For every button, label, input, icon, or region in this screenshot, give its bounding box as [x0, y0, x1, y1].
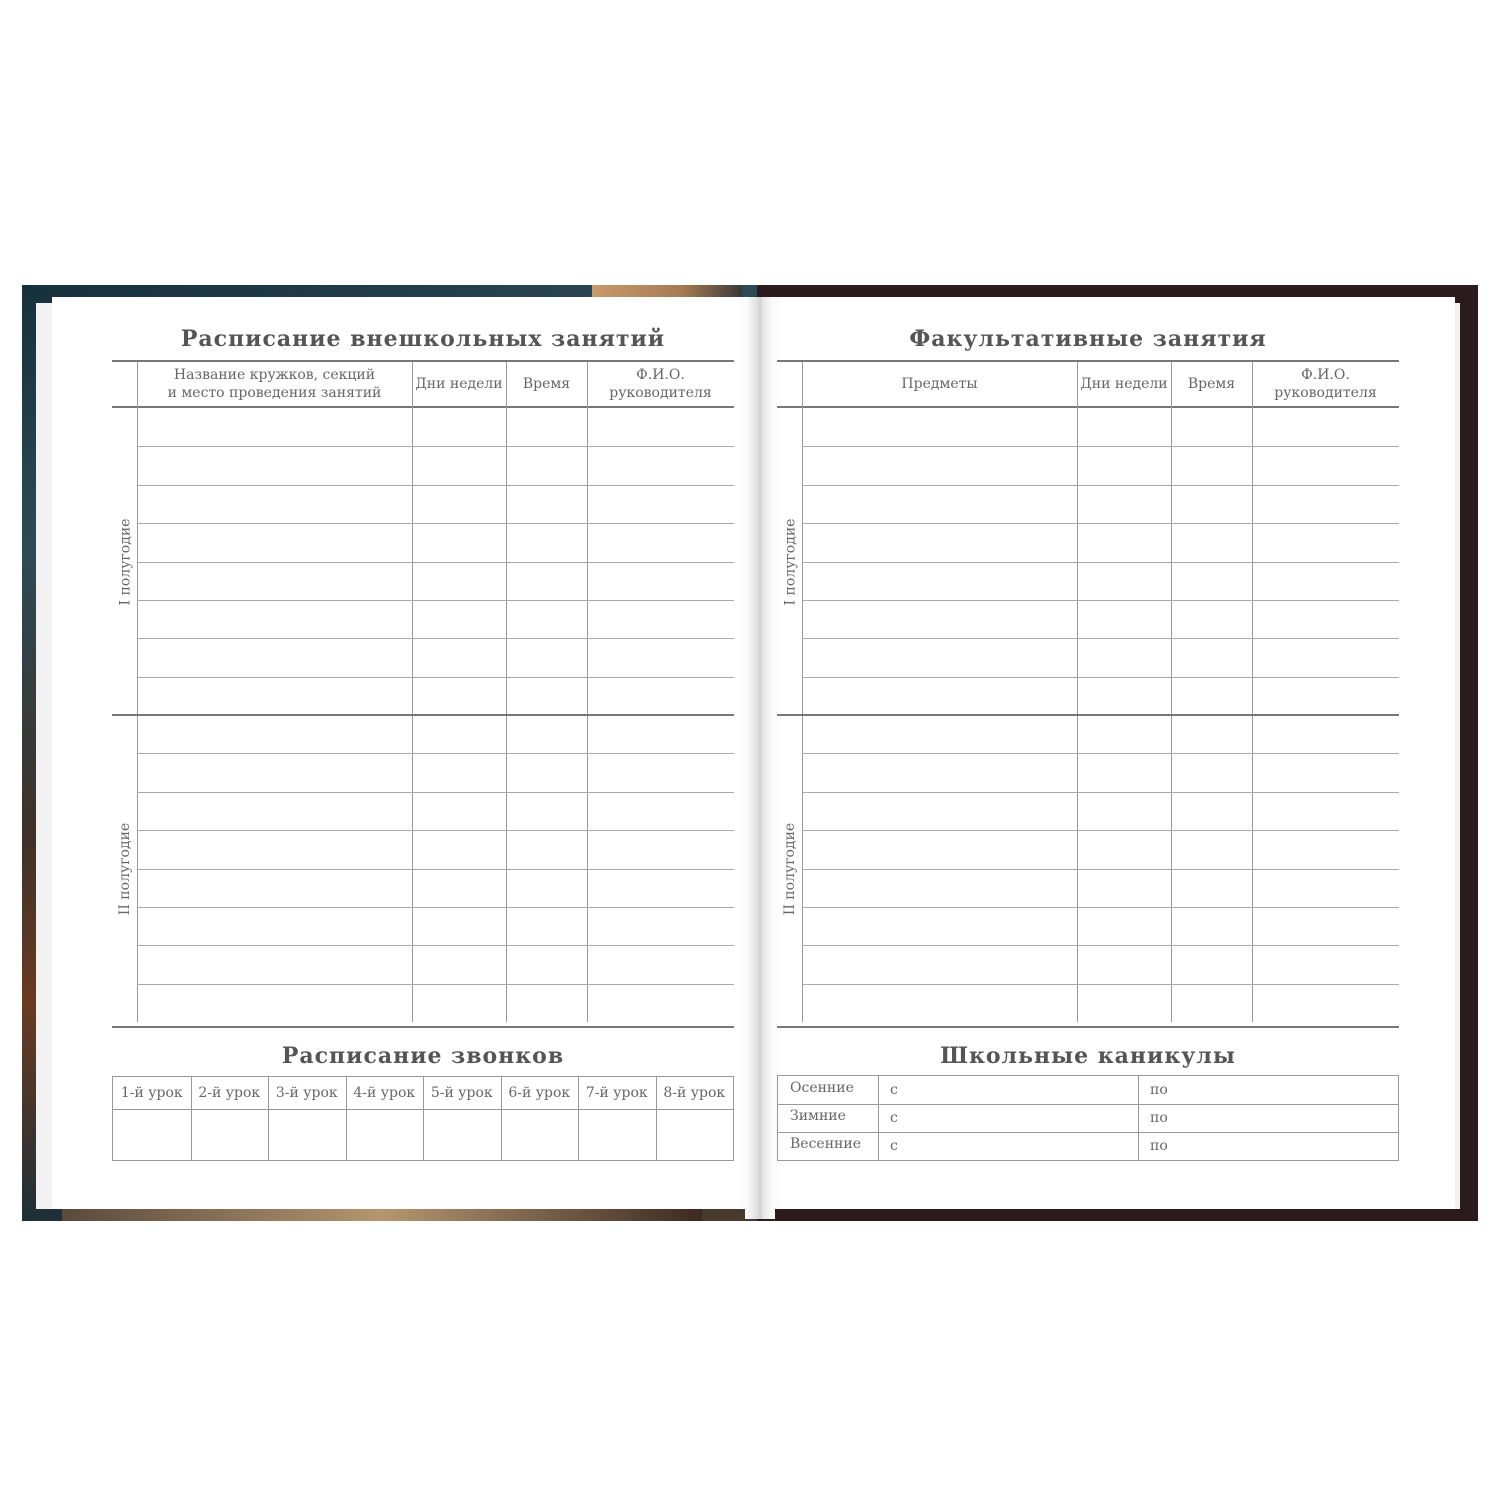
- lesson-divider: [268, 1077, 269, 1160]
- semester-label-text: II полугодие: [117, 822, 133, 915]
- lesson-divider: [191, 1077, 192, 1160]
- holiday-row-line: [778, 1132, 1398, 1133]
- header-divider: [112, 406, 734, 408]
- semester-divider: [112, 714, 734, 716]
- holidays-title: Школьные каникулы: [940, 1043, 1236, 1069]
- table-row-line: [137, 677, 734, 678]
- table-row-line: [137, 945, 734, 946]
- column-header: Ф.И.О. руководителя: [609, 367, 712, 401]
- table-row-line: [137, 523, 734, 524]
- lesson-header: 6-й урок: [508, 1085, 571, 1101]
- header-divider: [777, 406, 1399, 408]
- table-row-line: [137, 600, 734, 601]
- table-row-line: [137, 485, 734, 486]
- table-row-line: [137, 753, 734, 754]
- column-divider: [1171, 362, 1172, 1022]
- table-row-line: [137, 792, 734, 793]
- table-row-line: [802, 792, 1399, 793]
- holiday-to-label: по: [1150, 1082, 1168, 1098]
- holiday-from-label: с: [890, 1110, 898, 1126]
- table-row-line: [802, 984, 1399, 985]
- semester-label-text: I полугодие: [117, 518, 133, 605]
- table-row-line: [802, 523, 1399, 524]
- holiday-row-line: [778, 1104, 1398, 1105]
- book-gutter: [745, 297, 775, 1219]
- lesson-header: 4-й урок: [353, 1085, 416, 1101]
- column-divider: [587, 362, 588, 1022]
- lesson-header: 7-й урок: [585, 1085, 648, 1101]
- column-divider: [412, 362, 413, 1022]
- holiday-name-divider: [878, 1076, 879, 1160]
- table-row-line: [802, 753, 1399, 754]
- holiday-to-label: по: [1150, 1110, 1168, 1126]
- lesson-divider: [656, 1077, 657, 1160]
- lesson-divider: [578, 1077, 579, 1160]
- semester-label: [777, 715, 803, 1022]
- table-row-line: [802, 907, 1399, 908]
- table-row-line: [137, 830, 734, 831]
- lesson-divider: [501, 1077, 502, 1160]
- table-row-line: [137, 638, 734, 639]
- table-row-line: [802, 562, 1399, 563]
- table-row-line: [802, 600, 1399, 601]
- semester-label: [777, 408, 803, 715]
- column-divider: [506, 362, 507, 1022]
- holiday-name: Осенние: [790, 1080, 854, 1096]
- table-row-line: [802, 677, 1399, 678]
- table-row-line: [802, 638, 1399, 639]
- electives-table: [777, 360, 1399, 1028]
- table-row-line: [137, 984, 734, 985]
- semester-label-text: II полугодие: [782, 822, 798, 915]
- left-page-title: Расписание внешкольных занятий: [180, 326, 666, 352]
- column-header: Время: [1187, 376, 1236, 392]
- extracurricular-table: [112, 360, 734, 1028]
- holiday-from-label: с: [890, 1082, 898, 1098]
- column-divider: [1252, 362, 1253, 1022]
- semester-divider: [777, 714, 1399, 716]
- lesson-header: 2-й урок: [198, 1085, 261, 1101]
- table-row-line: [802, 446, 1399, 447]
- lesson-divider: [346, 1077, 347, 1160]
- holiday-from-divider: [1138, 1076, 1139, 1160]
- holiday-name: Зимние: [790, 1108, 846, 1124]
- holiday-to-label: по: [1150, 1138, 1168, 1154]
- column-divider: [1077, 362, 1078, 1022]
- table-row-line: [137, 869, 734, 870]
- column-header: Название кружков, секций и место проведения занятий: [167, 367, 382, 401]
- holiday-from-label: с: [890, 1138, 898, 1154]
- lesson-header: 5-й урок: [430, 1085, 493, 1101]
- column-header: Дни недели: [1080, 376, 1168, 392]
- holiday-name: Весенние: [790, 1136, 861, 1152]
- table-row-line: [802, 485, 1399, 486]
- column-header: Предметы: [901, 376, 978, 392]
- lesson-divider: [423, 1077, 424, 1160]
- bell-schedule-table: [112, 1076, 734, 1161]
- table-row-line: [802, 830, 1399, 831]
- column-header: Время: [522, 376, 571, 392]
- table-row-line: [137, 562, 734, 563]
- semester-label-text: I полугодие: [782, 518, 798, 605]
- bells-header-line: [113, 1109, 733, 1110]
- bells-title: Расписание звонков: [281, 1043, 565, 1069]
- column-header: Ф.И.О. руководителя: [1274, 367, 1377, 401]
- table-row-line: [137, 446, 734, 447]
- holidays-table: [777, 1075, 1399, 1161]
- table-row-line: [802, 945, 1399, 946]
- column-header: Дни недели: [415, 376, 503, 392]
- lesson-header: 3-й урок: [275, 1085, 338, 1101]
- right-page-title: Факультативные занятия: [909, 326, 1267, 352]
- table-row-line: [802, 869, 1399, 870]
- lesson-header: 1-й урок: [120, 1085, 183, 1101]
- lesson-header: 8-й урок: [663, 1085, 726, 1101]
- table-row-line: [137, 907, 734, 908]
- semester-label: [112, 408, 138, 715]
- semester-label: [112, 715, 138, 1022]
